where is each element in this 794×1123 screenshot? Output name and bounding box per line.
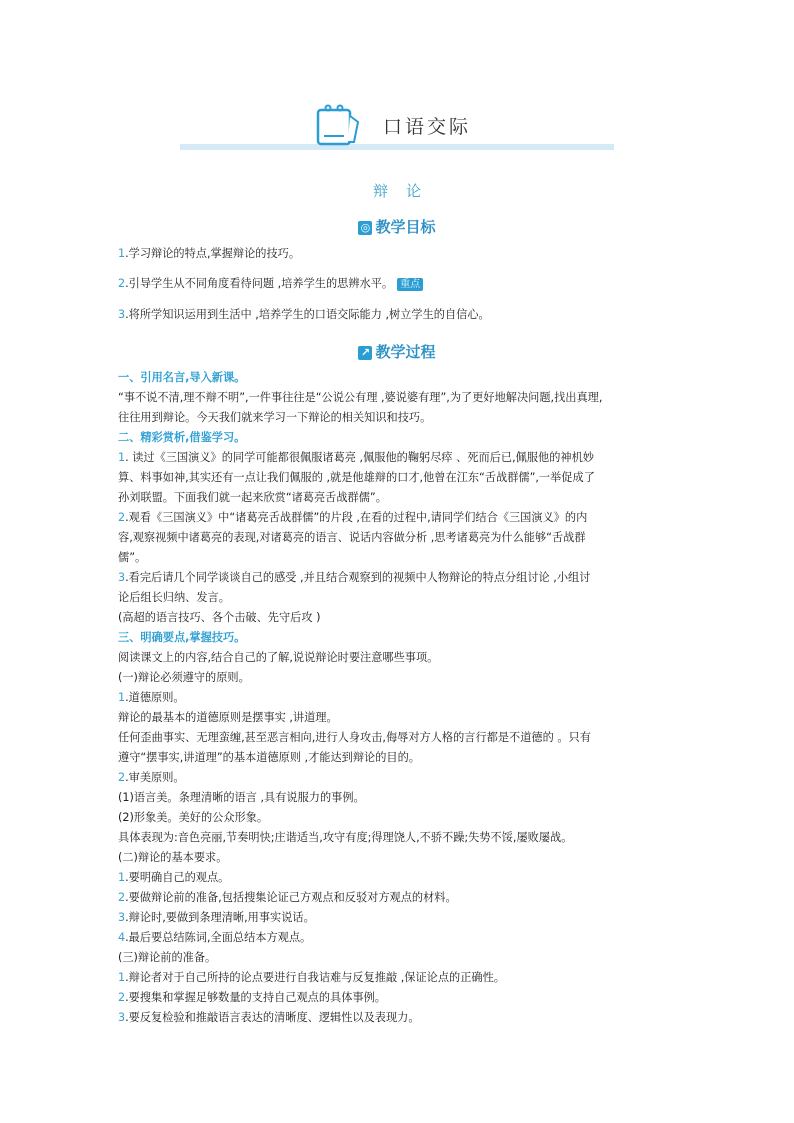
goal-item-3 — [118, 305, 683, 325]
goal-num-1: 1 — [118, 247, 126, 260]
principle-2-p3: 具体表现为:音色亮丽,节奏明快;庄谐适当,攻守有度;得理饶人,不骄不躁;失势不馁,屡败屡战。 — [118, 831, 573, 844]
principle-1-p1: 辩论的最基本的道德原则是摆事实 ,讲道理。 — [118, 711, 338, 724]
process-icon: ↗ — [358, 346, 372, 360]
goals-heading-label: 教学目标 — [375, 218, 436, 236]
process-heading-label: 教学过程 — [375, 343, 436, 361]
principle-2 — [118, 768, 683, 788]
s2-num-2: 2 — [118, 511, 126, 524]
section-2-item-2-line-2: 容,观察视频中诸葛亮的表现,对诸葛亮的语言、说话内容做分析 ,思考诸葛亮为什么能够“舌战群 — [118, 531, 586, 544]
section-3-intro: 阅读课文上的内容,结合自己的了解,说说辩论时要注意哪些事项。 — [118, 651, 439, 664]
s2-i3-l1: .看完后请几个同学谈谈自己的感受 ,并且结合观察到的视频中人物辩论的特点分组讨论 ,小组讨 — [125, 571, 591, 584]
goal-text-1: .学习辩论的特点,掌握辩论的技巧。 — [125, 247, 301, 260]
preparation-2 — [118, 988, 683, 1008]
s2-num-1: 1 — [118, 451, 126, 464]
process-heading — [0, 341, 794, 362]
c-num-2: 2 — [118, 991, 126, 1004]
s2-num-3: 3 — [118, 571, 126, 584]
notebook-icon — [314, 102, 362, 148]
goal-num-2: 2 — [118, 277, 126, 290]
goals-heading — [0, 216, 794, 237]
a-text-1: .道德原则。 — [125, 691, 185, 704]
c-num-3: 3 — [118, 1011, 126, 1024]
target-icon: ◎ — [358, 221, 372, 235]
preparation-3 — [118, 1008, 683, 1028]
key-point-badge: 重点 — [397, 278, 423, 291]
preparation-1 — [118, 968, 683, 988]
header-title: 口语交际 — [383, 116, 472, 138]
goal-item-2 — [118, 274, 683, 294]
c-text-3: .要反复检验和推敲语言表达的清晰度、逻辑性以及表现力。 — [125, 1011, 420, 1024]
principle-2-p1: (1)语言美。条理清晰的语言 ,具有说服力的事例。 — [118, 791, 365, 804]
s2-i2-l1: .观看《三国演义》中“诸葛亮舌战群儒”的片段 ,在看的过程中,请同学们结合《三国演义》的内 — [125, 511, 588, 524]
b-num-4: 4 — [118, 931, 126, 944]
goal-item-1 — [118, 244, 683, 264]
requirement-2 — [118, 888, 683, 908]
goal-text-2: .引导学生从不同角度看待问题 ,培养学生的思辨水平。 — [125, 277, 394, 290]
section-1-title: 一、引用名言,导入新课。 — [118, 371, 246, 384]
a-text-2: .审美原则。 — [125, 771, 185, 784]
c-text-2: .要搜集和掌握足够数量的支持自己观点的具体事例。 — [125, 991, 386, 1004]
c-text-1: .辩论者对于自己所持的论点要进行自我诘难与反复推敲 ,保证论点的正确性。 — [125, 971, 505, 984]
section-2-item-3-line-2: 论后组长归纳、发言。 — [118, 591, 230, 604]
b-num-3: 3 — [118, 911, 126, 924]
s2-i1-l1: . 读过《三国演义》的同学可能都很佩服诸葛亮 ,佩服他的鞠躬尽瘁 、死而后已,佩服他的神机妙 — [125, 451, 594, 464]
requirement-1 — [118, 868, 683, 888]
section-3-title: 三、明确要点,掌握技巧。 — [118, 631, 246, 644]
principle-2-p2: (2)形象美。美好的公众形象。 — [118, 811, 269, 824]
b-num-1: 1 — [118, 871, 126, 884]
principles-title: (一)辩论必须遵守的原则。 — [118, 671, 250, 684]
principle-1 — [118, 688, 683, 708]
section-2-title: 二、精彩赏析,借鉴学习。 — [118, 431, 246, 444]
goal-text-3: .将所学知识运用到生活中 ,培养学生的口语交际能力 ,树立学生的自信心。 — [125, 308, 490, 321]
b-text-3: .辩论时,要做到条理清晰,用事实说话。 — [125, 911, 315, 924]
c-num-1: 1 — [118, 971, 126, 984]
section-2-item-1-line-1 — [118, 448, 683, 468]
section-2-note: (高超的语言技巧、各个击破、先守后攻 ) — [118, 611, 321, 624]
section-2-item-3-line-1 — [118, 568, 683, 588]
a-num-2: 2 — [118, 771, 126, 784]
page-header — [180, 100, 614, 152]
section-2-item-1-line-2: 算、料事如神,其实还有一点让我们佩服的 ,就是他雄辩的口才,他曾在江东“舌战群儒”,一举促成了 — [118, 471, 595, 484]
section-2-item-1-line-3: 孙刘联盟。下面我们就一起来欣赏“诸葛亮舌战群儒”。 — [118, 491, 387, 504]
b-text-1: .要明确自己的观点。 — [125, 871, 230, 884]
goal-num-3: 3 — [118, 308, 126, 321]
principle-1-p3: 遵守“摆事实,讲道理”的基本道德原则 ,才能达到辩论的目的。 — [118, 751, 420, 764]
lesson-title: 辩论 — [372, 182, 439, 200]
process-body — [118, 368, 683, 1028]
section-1-p2: 往往用到辩论。今天我们就来学习一下辩论的相关知识和技巧。 — [118, 411, 432, 424]
header-underline — [180, 144, 614, 150]
requirement-3 — [118, 908, 683, 928]
section-2-item-2-line-3: 儒”。 — [118, 551, 147, 564]
a-num-1: 1 — [118, 691, 126, 704]
b-text-2: .要做辩论前的准备,包括搜集论证己方观点和反驳对方观点的材料。 — [125, 891, 457, 904]
b-num-2: 2 — [118, 891, 126, 904]
section-2-item-2-line-1 — [118, 508, 683, 528]
section-1-p1: “事不说不清,理不辩不明”,一件事往往是“公说公有理 ,婆说婆有理”,为了更好地解决问题,找出真理, — [118, 391, 603, 404]
requirement-4 — [118, 928, 683, 948]
preparation-title: (三)辩论前的准备。 — [118, 951, 217, 964]
requirements-title: (二)辩论的基本要求。 — [118, 851, 228, 864]
principle-1-p2: 任何歪曲事实、无理蛮缠,甚至恶言相向,进行人身攻击,侮辱对方人格的言行都是不道德的 。只有 — [118, 731, 591, 744]
b-text-4: .最后要总结陈词,全面总结本方观点。 — [125, 931, 312, 944]
